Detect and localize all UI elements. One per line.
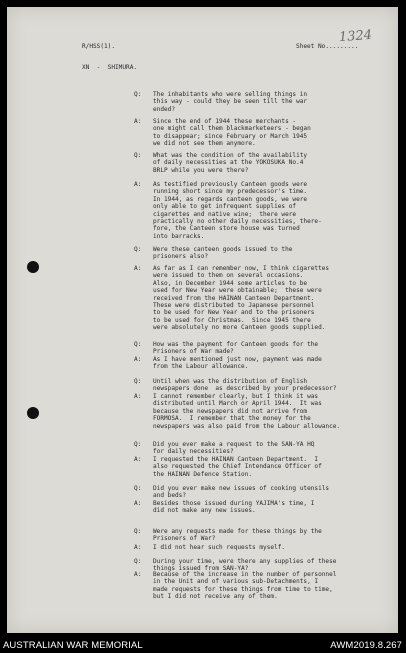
question-marker [134, 167, 153, 174]
punch-hole-bottom [27, 407, 39, 419]
question-marker: Q: [134, 91, 142, 98]
transcript-row [134, 456, 394, 463]
transcript-line: What was the condition of the availability [153, 152, 308, 159]
question-marker: Q: [134, 528, 142, 535]
transcript-line: but I did not receive any of them. [153, 593, 278, 601]
answer-marker [134, 408, 153, 415]
answer-block [134, 181, 394, 240]
transcript-line: the HAINAN Defence Station. [153, 470, 253, 478]
transcript-row [134, 218, 394, 225]
transcript-line: I requested the HAINAN Canteen Department. I [153, 456, 319, 463]
transcript-line: in the Unit and of various sub-Detachments, I [153, 578, 319, 586]
question-block [134, 152, 394, 174]
transcript-line: also requested the Chief Intendance Officer of [153, 463, 322, 471]
question-marker [134, 535, 153, 542]
transcript-line: Also, in December 1944 some articles to be [153, 279, 308, 287]
answer-marker: A: [134, 500, 142, 507]
transcript-line: newspapers was also paid from the Labour allowance. [153, 422, 341, 430]
answer-marker [134, 507, 153, 514]
question-marker: Q: [134, 152, 142, 159]
transcript-row [134, 280, 394, 287]
question-marker: Q: [134, 558, 142, 565]
question-marker [134, 448, 153, 455]
archive-accession-number: AWM2019.8.267 [330, 640, 402, 651]
transcript-line: Because of the increase in the number of personnel [153, 571, 337, 578]
transcript-row [134, 492, 394, 499]
transcript-line: only able to get infrequent supplies of [153, 203, 297, 211]
transcript-row [134, 485, 394, 492]
answer-marker [134, 415, 153, 422]
transcript-row [134, 265, 394, 272]
transcript-row [134, 98, 394, 105]
answer-marker [134, 272, 153, 279]
transcript-row [134, 471, 394, 478]
answer-block [134, 571, 394, 601]
transcript-line: distributed until March or April 1944. It was [153, 400, 322, 408]
answer-marker [134, 225, 153, 232]
answer-marker: A: [134, 356, 142, 363]
transcript-row [134, 341, 394, 348]
transcript-line: The inhabitants who were selling things in [153, 91, 308, 98]
transcript-line: Besides those issued during YAJIMA's time, I [153, 500, 315, 507]
transcript-line: Prisoners of War? [153, 535, 216, 543]
question-marker: Q: [134, 441, 142, 448]
transcript-line: As far as I can remember now, I think cigarettes [153, 265, 330, 272]
transcript-line: to disappear; since February or March 1945 [153, 132, 308, 140]
transcript-line: In 1944, as regards canteen goods, we were [153, 195, 308, 203]
transcript-row [134, 125, 394, 132]
transcript-row [134, 196, 394, 203]
transcript-row [134, 287, 394, 294]
transcript-line: prisoners also? [153, 253, 209, 261]
transcript-line: FORMOSA. I remember that the money for the [153, 415, 311, 423]
transcript-line: of daily necessities at the YOKOSUKA No.4 [153, 159, 304, 167]
transcript-row [134, 558, 394, 565]
transcript-row [134, 463, 394, 470]
transcript-line: newspapers done as described by your predecessor? [153, 385, 337, 393]
answer-marker [134, 295, 153, 302]
answer-block [134, 265, 394, 332]
transcript-line: Did you ever make new issues of cooking utensils [153, 485, 330, 492]
question-marker [134, 492, 153, 499]
transcript-line: BRLP while you were there? [153, 166, 249, 174]
question-block [134, 378, 394, 393]
answer-marker [134, 471, 153, 478]
transcript-row [134, 211, 394, 218]
transcript-row [134, 140, 394, 147]
transcript-line: During your time, were there any supplies of these [153, 558, 337, 565]
answer-marker [134, 302, 153, 309]
answer-block [134, 500, 394, 515]
transcript-line: were absolutely no more Canteen goods supplied. [153, 324, 326, 332]
sheet-label: Sheet No......... [296, 43, 359, 50]
question-marker: Q: [134, 246, 142, 253]
transcript-line: cigarettes and native wine; there were [153, 210, 297, 218]
answer-block [134, 456, 394, 478]
transcript-line: from the Labour allowance. [153, 363, 249, 371]
transcript-line: I did not hear such requests myself. [153, 544, 286, 551]
transcript-row [134, 400, 394, 407]
transcript-row [134, 393, 394, 400]
transcript-row [134, 423, 394, 430]
transcript-line: running short since my predecessor's time. [153, 188, 308, 196]
transcript-row [134, 106, 394, 113]
answer-marker [134, 233, 153, 240]
transcript-row [134, 91, 394, 98]
transcript-row [134, 233, 394, 240]
transcript-row [134, 203, 394, 210]
question-marker: Q: [134, 341, 142, 348]
question-marker [134, 385, 153, 392]
transcript-line: Since the end of 1944 these merchants - [153, 118, 297, 125]
transcript-row [134, 309, 394, 316]
transcript-row [134, 544, 394, 551]
transcript-line: Were these canteen goods issued to the [153, 246, 293, 253]
transcript-row [134, 578, 394, 585]
transcript-row [134, 324, 394, 331]
punch-hole-top [27, 261, 39, 273]
answer-block [134, 393, 394, 430]
answer-marker [134, 463, 153, 470]
transcript-row [134, 152, 394, 159]
transcript-line: As I have mentioned just now, payment was made [153, 356, 322, 363]
transcript-row [134, 159, 394, 166]
transcript-row [134, 246, 394, 253]
document-reference: R/HSS(1). [82, 43, 116, 50]
transcript-row [134, 302, 394, 309]
transcript-row [134, 415, 394, 422]
transcript-line: Until when was the distribution of English [153, 378, 308, 385]
answer-block [134, 118, 394, 148]
transcript-row [134, 167, 394, 174]
transcript-row [134, 535, 394, 542]
transcript-row [134, 408, 394, 415]
transcript-row [134, 448, 394, 455]
transcript-line: we did not see them anymore. [153, 140, 256, 148]
answer-block [134, 544, 394, 551]
question-marker [134, 106, 153, 113]
transcript-line: made requests for these things from time to time, [153, 585, 333, 593]
answer-marker: A: [134, 265, 142, 272]
transcript-line: to be used for New Year and to the prisoners [153, 309, 315, 317]
question-block [134, 528, 394, 543]
answer-marker [134, 586, 153, 593]
transcript-row [134, 378, 394, 385]
answer-marker [134, 140, 153, 147]
transcript-row [134, 118, 394, 125]
transcript-row [134, 295, 394, 302]
transcript-row [134, 253, 394, 260]
transcript-row [134, 571, 394, 578]
transcript-row [134, 500, 394, 507]
answer-marker [134, 203, 153, 210]
question-marker [134, 348, 153, 355]
answer-marker: A: [134, 456, 142, 463]
transcript-row [134, 586, 394, 593]
transcript-line: one might call them blackmarketeers - began [153, 125, 311, 133]
transcript-row [134, 441, 394, 448]
answer-marker [134, 363, 153, 370]
transcript-line: How was the payment for Canteen goods for the [153, 341, 319, 348]
transcript-row [134, 528, 394, 535]
witness-heading: XN - SHIMURA. [82, 64, 138, 71]
transcript-line: practically no other daily necessities, there- [153, 218, 322, 226]
transcript-row [134, 133, 394, 140]
transcript-row [134, 348, 394, 355]
transcript-line: fore, the Canteen store house was turned [153, 225, 300, 233]
transcript-line: because the newspapers did not arrive from [153, 407, 308, 415]
answer-marker [134, 578, 153, 585]
question-marker [134, 159, 153, 166]
answer-marker [134, 317, 153, 324]
transcript-line: received from the HAINAN Canteen Department. [153, 294, 315, 302]
transcript-line: were issued to them on several occasions. [153, 272, 304, 280]
transcript-line: Prisoners of War made? [153, 348, 234, 356]
answer-marker [134, 324, 153, 331]
transcript-line: and beds? [153, 492, 187, 500]
transcript-line: ended? [153, 105, 176, 113]
transcript-line: into barracks. [153, 232, 205, 240]
question-marker: Q: [134, 378, 142, 385]
answer-block [134, 356, 394, 371]
answer-marker [134, 593, 153, 600]
transcript-line: I cannot remember clearly, but I think it was [153, 393, 319, 400]
transcript-line: for daily necessities? [153, 448, 234, 456]
answer-marker [134, 280, 153, 287]
transcript-line: As testified previously Canteen goods were [153, 181, 308, 188]
transcript-row [134, 272, 394, 279]
answer-marker: A: [134, 544, 142, 551]
sheet-number-handwritten: 1324 [338, 27, 373, 46]
answer-marker [134, 400, 153, 407]
answer-marker [134, 287, 153, 294]
answer-marker: A: [134, 118, 142, 125]
answer-marker [134, 188, 153, 195]
answer-marker [134, 423, 153, 430]
transcript-line: things issued from SAN-YA? [153, 565, 249, 573]
question-block [134, 485, 394, 500]
answer-marker [134, 218, 153, 225]
transcript-row [134, 363, 394, 370]
transcript-row [134, 356, 394, 363]
transcript-line: this way - could they be seen till the war [153, 98, 308, 106]
transcript-line: did not make any new issues. [153, 507, 256, 515]
question-block [134, 91, 394, 113]
question-block [134, 441, 394, 456]
transcript-row [134, 317, 394, 324]
transcript-row [134, 181, 394, 188]
question-block [134, 341, 394, 356]
answer-marker: A: [134, 393, 142, 400]
transcript-row [134, 188, 394, 195]
transcript-line: These were distributed to Japanese personnel [153, 302, 315, 310]
transcript-row [134, 593, 394, 600]
transcript-line: to be used for Christmas. Since 1945 there [153, 316, 311, 324]
question-marker [134, 98, 153, 105]
answer-marker [134, 125, 153, 132]
answer-marker [134, 196, 153, 203]
answer-marker [134, 133, 153, 140]
transcript-row [134, 385, 394, 392]
transcript-line: Did you ever make a request to the SAN-YA HQ [153, 441, 315, 448]
archive-credit: AUSTRALIAN WAR MEMORIAL [3, 640, 143, 651]
transcript-row [134, 225, 394, 232]
transcript-row [134, 507, 394, 514]
answer-marker [134, 211, 153, 218]
answer-marker [134, 309, 153, 316]
question-marker: Q: [134, 485, 142, 492]
question-block [134, 246, 394, 261]
answer-marker: A: [134, 571, 142, 578]
question-marker [134, 253, 153, 260]
transcript-line: used for New Year were obtainable; these were [153, 287, 322, 295]
transcript-line: Were any requests made for these things by the [153, 528, 322, 535]
answer-marker: A: [134, 181, 142, 188]
